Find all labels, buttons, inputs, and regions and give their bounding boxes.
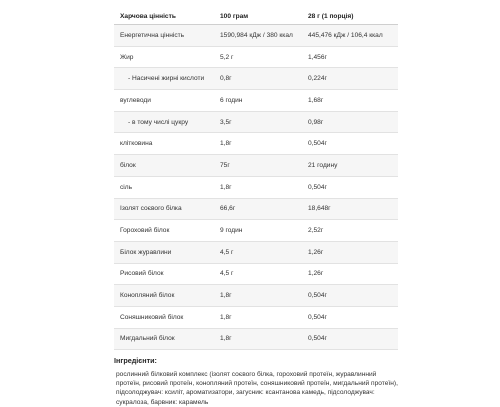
per-serving-cell: 21 годину (302, 155, 398, 177)
table-row (114, 285, 398, 307)
column-header-nutrient: Харчова цінність (114, 8, 214, 25)
table-row (114, 46, 398, 68)
nutrient-name-cell: клітковина (114, 133, 214, 155)
per-100g-cell: 9 годин (214, 220, 302, 242)
table-row (114, 90, 398, 112)
table-row (114, 111, 398, 133)
table-row (114, 133, 398, 155)
table-row (114, 155, 398, 177)
table-header-row (114, 8, 398, 25)
table-row (114, 198, 398, 220)
table-row (114, 263, 398, 285)
per-serving-cell: 0,504г (302, 176, 398, 198)
nutrient-name-cell: білок (114, 155, 214, 177)
per-serving-cell: 1,68г (302, 90, 398, 112)
nutrition-table-body (114, 25, 398, 350)
per-serving-cell: 2,52г (302, 220, 398, 242)
nutrient-name-cell: сіль (114, 176, 214, 198)
nutrient-name-cell: Жир (114, 46, 214, 68)
per-serving-cell: 0,504г (302, 328, 398, 350)
ingredients-section (114, 356, 398, 406)
per-serving-cell: 1,26г (302, 263, 398, 285)
nutrient-name-cell: Рисовий білок (114, 263, 214, 285)
table-row (114, 328, 398, 350)
per-serving-cell: 0,224г (302, 68, 398, 90)
per-100g-cell: 6 годин (214, 90, 302, 112)
per-100g-cell: 75г (214, 155, 302, 177)
per-100g-cell: 1590,984 кДж / 380 ккал (214, 25, 302, 47)
nutrient-name-cell: - Насичені жирні кислоти (114, 68, 214, 90)
ingredients-text: рослинний білковий комплекс (ізолят соєвого білка, гороховий протеїн, журавлинний протеїн, рисовий протеїн, конопляний протеїн, соняшниковий протеїн, мигдальний протеїн), підсолоджувач: ксиліт, ароматизатори, загусник: ксантанова камедь, підсолоджувач: сукралоза, барвник: карамель (116, 370, 398, 406)
table-row (114, 306, 398, 328)
per-serving-cell: 0,504г (302, 285, 398, 307)
per-100g-cell: 0,8г (214, 68, 302, 90)
per-serving-cell: 0,98г (302, 111, 398, 133)
nutrient-name-cell: Енергетична цінність (114, 25, 214, 47)
nutrient-name-cell: Соняшниковий білок (114, 306, 214, 328)
nutrient-name-cell: Мигдальний білок (114, 328, 214, 350)
per-serving-cell: 0,504г (302, 133, 398, 155)
per-100g-cell: 1,8г (214, 306, 302, 328)
per-100g-cell: 66,6г (214, 198, 302, 220)
column-header-per-serving: 28 г (1 порція) (302, 8, 398, 25)
per-serving-cell: 445,476 кДж / 106,4 ккал (302, 25, 398, 47)
per-100g-cell: 1,8г (214, 328, 302, 350)
nutrient-name-cell: Конопляний білок (114, 285, 214, 307)
per-100g-cell: 4,5 г (214, 263, 302, 285)
per-100g-cell: 1,8г (214, 285, 302, 307)
per-serving-cell: 0,504г (302, 306, 398, 328)
column-header-per-100g: 100 грам (214, 8, 302, 25)
table-row (114, 241, 398, 263)
nutrient-name-cell: Ізолят соєвого білка (114, 198, 214, 220)
nutrient-name-cell: Білок журавлини (114, 241, 214, 263)
table-row (114, 220, 398, 242)
nutrient-name-cell: - в тому числі цукру (114, 111, 214, 133)
per-serving-cell: 1,456г (302, 46, 398, 68)
per-100g-cell: 4,5 г (214, 241, 302, 263)
nutrition-panel (114, 8, 398, 407)
nutrition-table (114, 8, 398, 350)
nutrient-name-cell: Гороховий білок (114, 220, 214, 242)
per-serving-cell: 18,648г (302, 198, 398, 220)
table-row (114, 68, 398, 90)
ingredients-title: Інгредієнти: (114, 356, 157, 366)
table-row (114, 25, 398, 47)
per-100g-cell: 3,5г (214, 111, 302, 133)
per-100g-cell: 1,8г (214, 176, 302, 198)
per-100g-cell: 5,2 г (214, 46, 302, 68)
nutrient-name-cell: вуглеводи (114, 90, 214, 112)
table-row (114, 176, 398, 198)
per-serving-cell: 1,26г (302, 241, 398, 263)
per-100g-cell: 1,8г (214, 133, 302, 155)
